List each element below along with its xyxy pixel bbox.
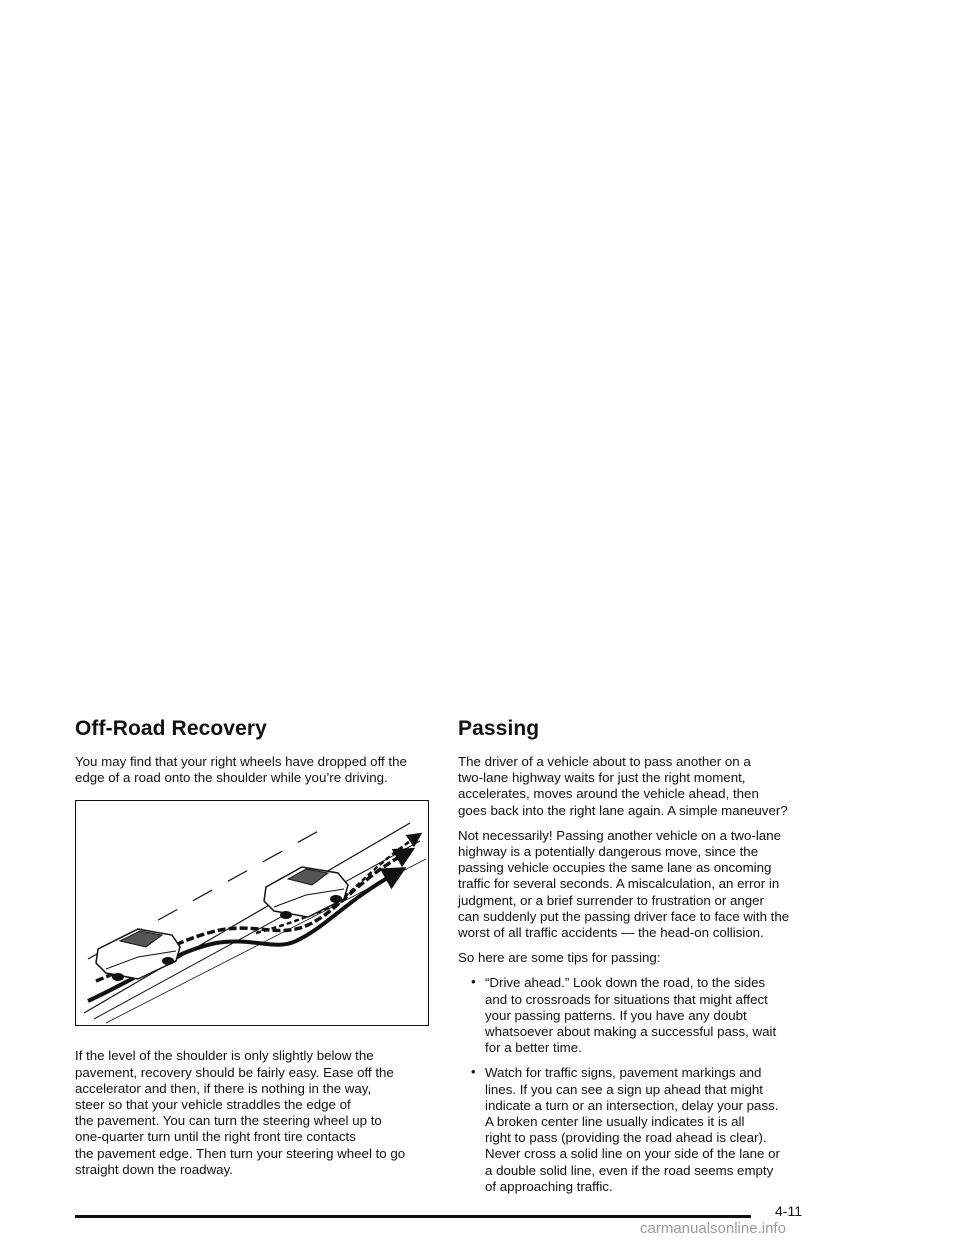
- off-road-recovery-illustration: [75, 800, 429, 1026]
- car-front: [264, 867, 348, 919]
- list-item: [471, 1065, 820, 1195]
- footer-rule: [75, 1215, 751, 1218]
- road-diagram: [76, 801, 427, 1024]
- passing-paragraph-3: So here are some tips for passing:: [458, 950, 661, 966]
- tip-text: “Drive ahead.” Look down the road, to the sides and to crossroads for situations that might affect your passing patterns. If you have any doubt whatsoever about making a successful pass, wait for a better time.: [485, 975, 777, 1056]
- car-rear: [96, 929, 180, 981]
- pavement-edge: [84, 823, 410, 1013]
- recovery-instructions: If the level of the shoulder is only slightly below the pavement, recovery should be fairly easy. Ease off the accelerator and then, if there is nothing in the way, steer so that your vehicle straddles the edge of the pavement. You can turn the steering wheel up to one-quarter turn until the right front tire contacts the pavement edge. Then turn your steering wheel to go straight down the roadway.: [75, 1048, 406, 1177]
- left-column: [75, 714, 435, 1187]
- passing-paragraph-2: Not necessarily! Passing another vehicle on a two-lane highway is a potentially dangerous move, since the passing vehicle occupies the same lane as oncoming traffic for several seconds. A miscalculation, an error in judgment, or a brief surrender to frustration or anger can suddenly put the passing driver face to face with the worst of all traffic accidents — the head-on collision.: [458, 827, 790, 941]
- page-number: 4-11: [775, 1203, 802, 1219]
- bullet-icon: •: [471, 1064, 476, 1080]
- passing-paragraph-1: The driver of a vehicle about to pass another on a two-lane highway waits for just the right moment, accelerates, moves around the vehicle ahead, then goes back into the right lane again. A simple maneuver?: [458, 754, 788, 818]
- right-column: [458, 714, 820, 1204]
- bullet-icon: •: [471, 974, 476, 990]
- list-item: [471, 975, 820, 1056]
- section-heading-passing: Passing: [458, 717, 540, 740]
- intro-paragraph: You may find that your right wheels have dropped off the edge of a road onto the shoulder while you’re driving.: [75, 754, 407, 786]
- section-heading-off-road-recovery: Off-Road Recovery: [75, 717, 267, 740]
- watermark: carmanualsonline.info: [640, 1220, 786, 1237]
- passing-tips-list: [458, 975, 820, 1195]
- tip-text: Watch for traffic signs, pavement markings and lines. If you can see a sign up ahead that might indicate a turn or an intersection, delay your pass. A broken center line usually indicates it is all right to pass (providing the road ahead is clear). Never cross a solid line on your side of the lane or a double solid line, even if the road seems empty of approaching traffic.: [485, 1065, 780, 1194]
